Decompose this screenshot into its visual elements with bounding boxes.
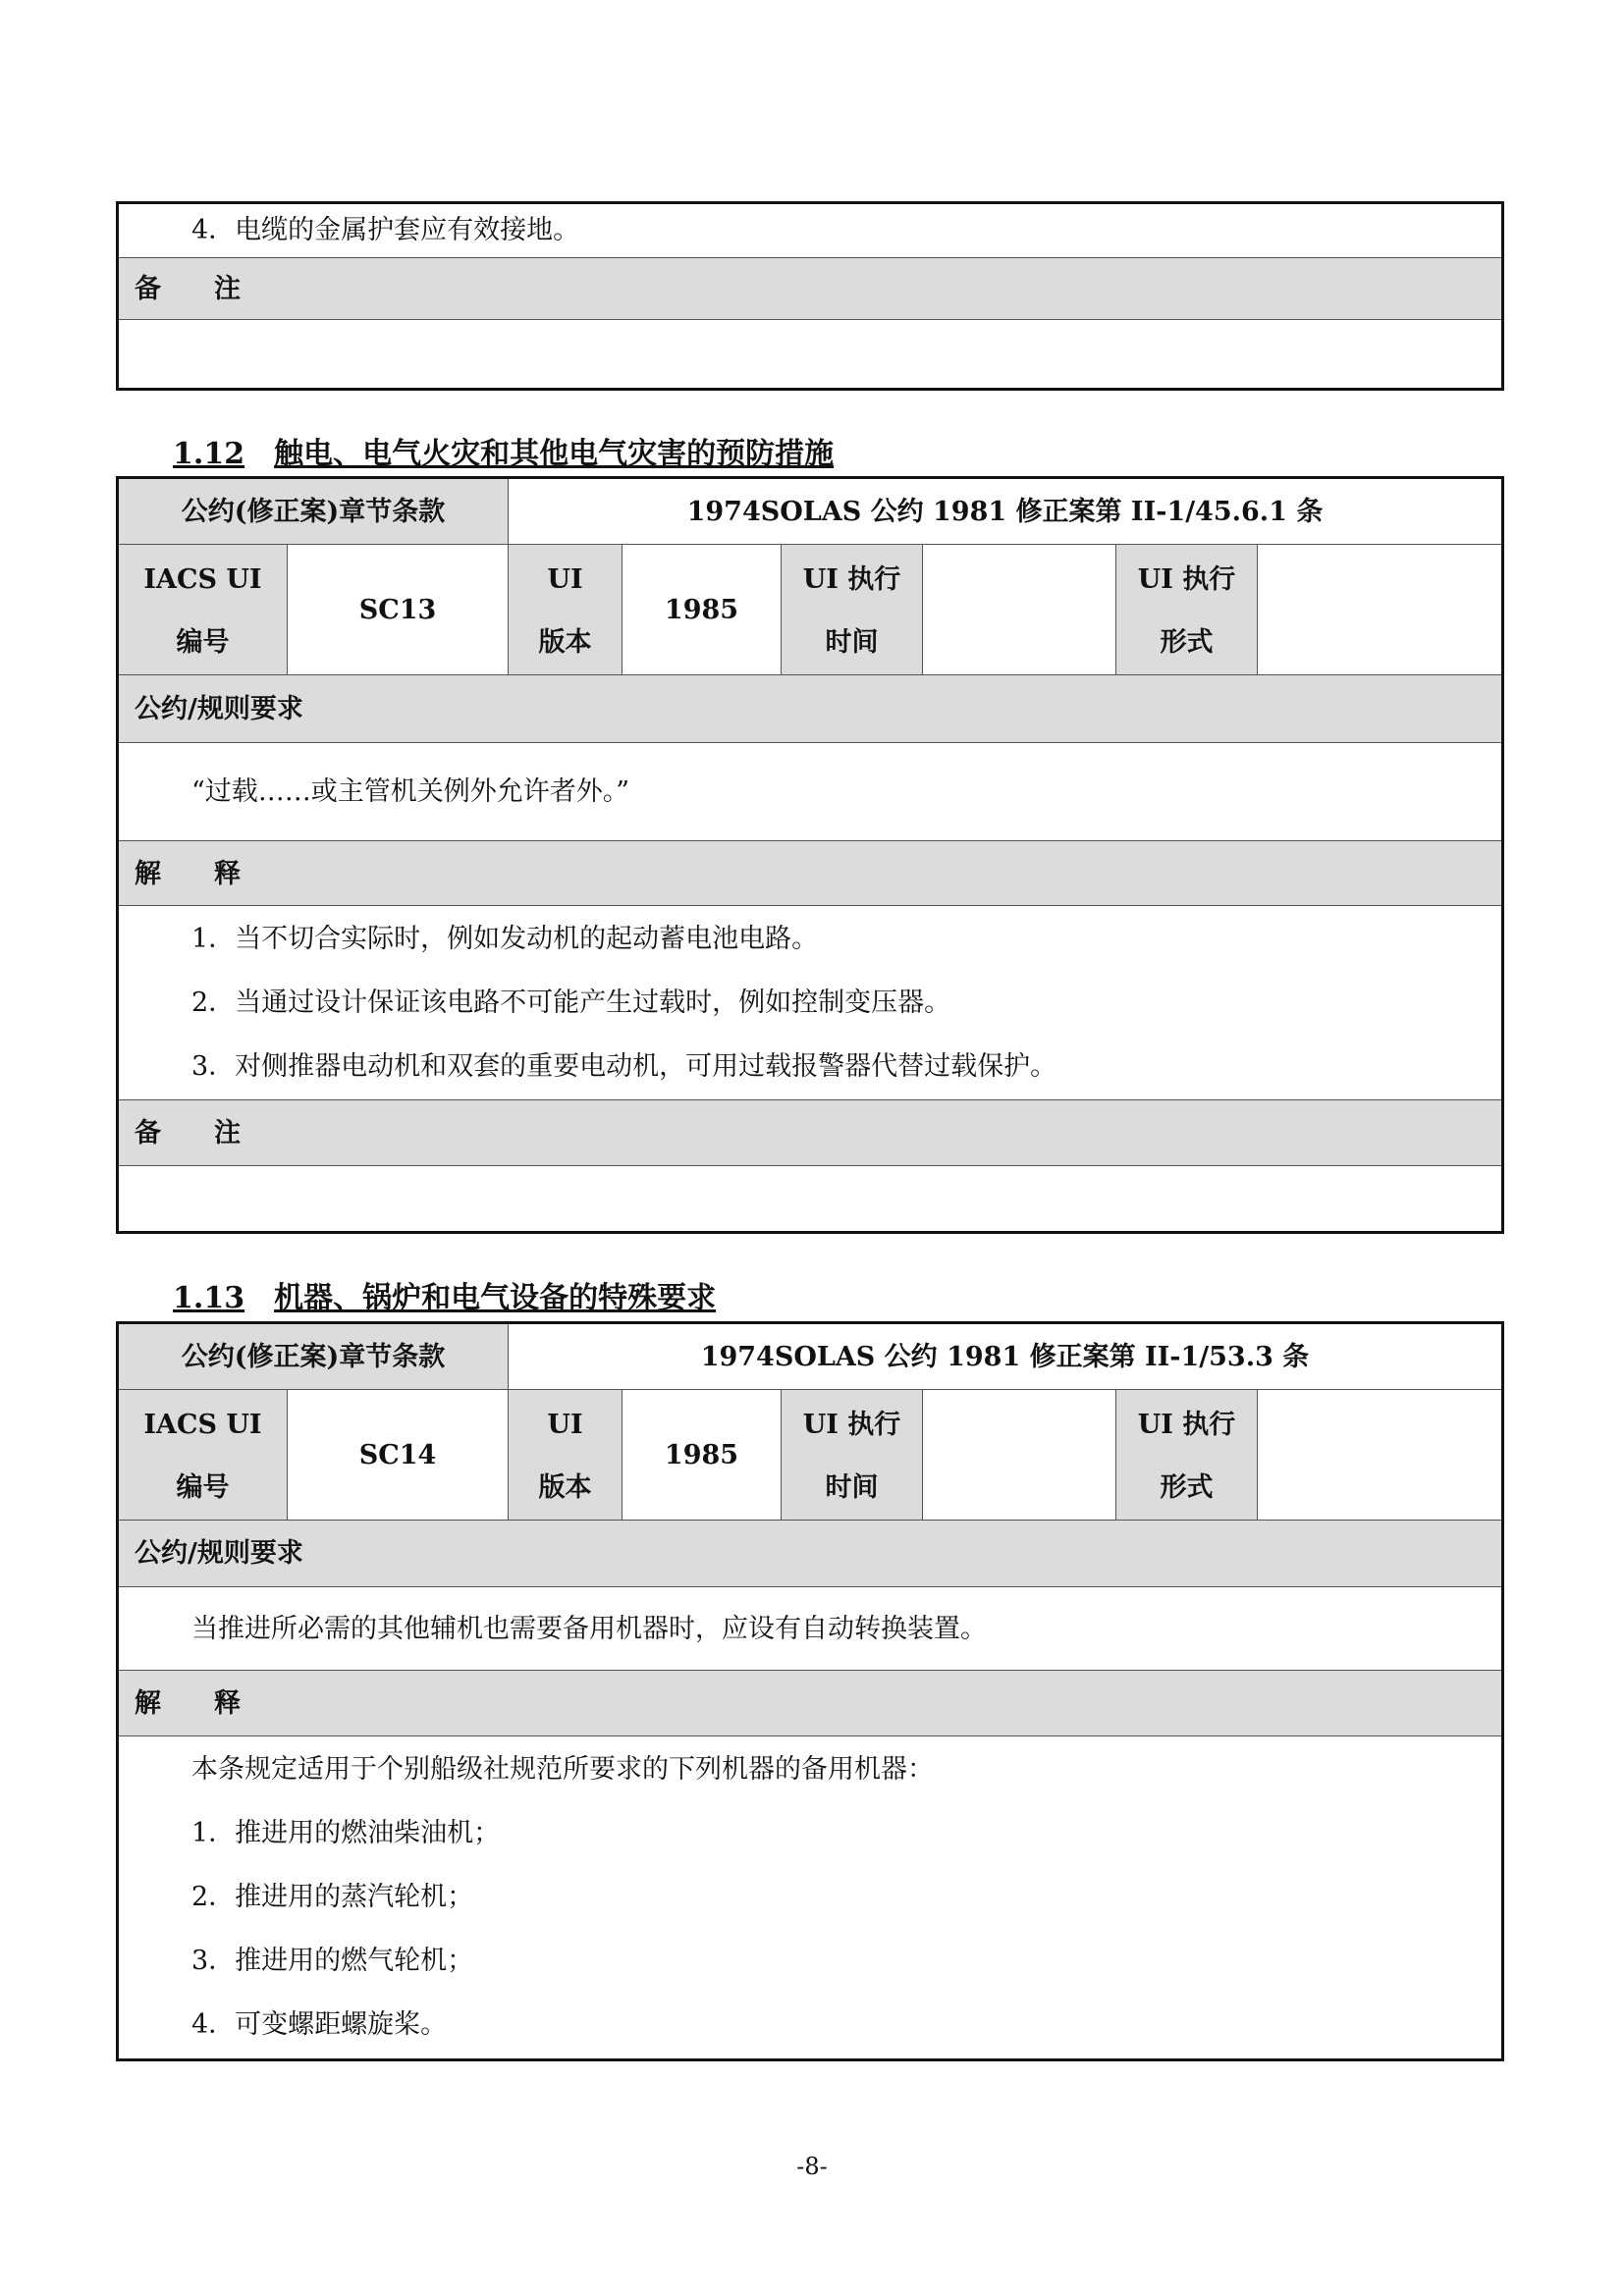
ui-no-label-2: 编号: [176, 1472, 230, 1503]
ui-no-value-cell: [288, 545, 509, 674]
section-number: 1.12: [173, 437, 245, 471]
ui-no-label-1: IACS UI: [143, 564, 262, 595]
clause-value: 1974SOLAS 公约 1981 修正案第 II-1/45.6.1 条: [686, 497, 1324, 527]
carryover-item-4: 4．电缆的金属护套应有效接地。: [191, 215, 580, 245]
ui-no-value: SC13: [358, 595, 437, 625]
clause-label-cell: [119, 1324, 509, 1389]
ui-no-value: SC14: [358, 1440, 437, 1470]
ui-form-label-1: UI 执行: [1137, 564, 1236, 595]
section-title: 机器、锅炉和电气设备的特殊要求: [274, 1281, 717, 1315]
clause-label: 公约(修正案)章节条款: [181, 497, 446, 527]
ui-ver-value: 1985: [664, 1440, 739, 1470]
ui-ver-label-2: 版本: [538, 1472, 592, 1503]
ui-time-label-2: 时间: [825, 627, 879, 658]
ui-no-label-cell: [119, 1390, 288, 1520]
clause-value-cell: [509, 1324, 1501, 1389]
remark-label: 备 注: [135, 1118, 241, 1148]
section-table-1-13: [116, 1321, 1504, 2061]
ui-time-label-cell: [782, 1390, 923, 1520]
ui-info-row: [119, 1390, 1501, 1521]
requirement-label: 公约/规则要求: [135, 694, 303, 724]
clause-label: 公约(修正案)章节条款: [181, 1342, 446, 1372]
ui-form-value-cell: [1258, 1390, 1501, 1520]
section-title: 触电、电气火灾和其他电气灾害的预防措施: [274, 437, 835, 471]
remark-header: [119, 1100, 1501, 1166]
ui-form-label-2: 形式: [1160, 627, 1214, 658]
clause-row: [119, 479, 1501, 545]
carryover-remark-header: [119, 258, 1501, 320]
ui-ver-value-cell: [623, 545, 782, 674]
ui-time-label-1: UI 执行: [802, 564, 901, 595]
ui-form-label-2: 形式: [1160, 1472, 1214, 1503]
carryover-item-row: [119, 204, 1501, 258]
section-table-1-12: [116, 476, 1504, 1234]
section-number: 1.13: [173, 1281, 245, 1315]
remark-body: [119, 1166, 1501, 1231]
interpretation-intro: 本条规定适用于个别船级社规范所要求的下列机器的备用机器：: [191, 1754, 934, 1785]
clause-row: [119, 1324, 1501, 1390]
clause-label-cell: [119, 479, 509, 544]
interpretation-item-4: 4．可变螺距螺旋桨。: [191, 2009, 448, 2040]
carryover-table: [116, 201, 1504, 391]
ui-form-value-cell: [1258, 545, 1501, 674]
requirement-text: “过载……或主管机关例外允许者外。”: [191, 776, 630, 807]
ui-no-label-1: IACS UI: [143, 1410, 262, 1440]
ui-ver-label-2: 版本: [538, 627, 592, 658]
interpretation-label: 解 释: [135, 1688, 241, 1719]
ui-time-label-2: 时间: [825, 1472, 879, 1503]
ui-no-label-2: 编号: [176, 627, 230, 658]
requirement-header: [119, 1521, 1501, 1587]
section-heading-1-12: [173, 437, 835, 471]
interpretation-item-2: 2．当通过设计保证该电路不可能产生过载时，例如控制变压器。: [191, 988, 951, 1018]
requirement-text: 当推进所必需的其他辅机也需要备用机器时，应设有自动转换装置。: [191, 1614, 987, 1644]
ui-ver-label-1: UI: [547, 564, 583, 595]
ui-no-value-cell: [288, 1390, 509, 1520]
ui-time-label-1: UI 执行: [802, 1410, 901, 1440]
requirement-label: 公约/规则要求: [135, 1538, 303, 1569]
ui-ver-label-cell: [509, 1390, 623, 1520]
section-heading-1-13: [173, 1281, 717, 1315]
interpretation-body: [119, 906, 1501, 1100]
remark-label: 备 注: [135, 274, 241, 304]
ui-form-label-cell: [1116, 545, 1258, 674]
interpretation-header: [119, 841, 1501, 906]
carryover-remark-body: [119, 320, 1501, 388]
ui-time-label-cell: [782, 545, 923, 674]
interpretation-item-1: 1．当不切合实际时，例如发动机的起动蓄电池电路。: [191, 924, 819, 954]
ui-no-label-cell: [119, 545, 288, 674]
requirement-body: [119, 1587, 1501, 1671]
ui-ver-label-cell: [509, 545, 623, 674]
ui-ver-label-1: UI: [547, 1410, 583, 1440]
ui-ver-value-cell: [623, 1390, 782, 1520]
requirement-body: [119, 743, 1501, 841]
ui-info-row: [119, 545, 1501, 675]
interpretation-item-2: 2．推进用的蒸汽轮机；: [191, 1882, 474, 1912]
ui-ver-value: 1985: [664, 595, 739, 625]
ui-form-label-1: UI 执行: [1137, 1410, 1236, 1440]
ui-form-label-cell: [1116, 1390, 1258, 1520]
interpretation-item-1: 1．推进用的燃油柴油机；: [191, 1818, 501, 1848]
interpretation-header: [119, 1671, 1501, 1736]
interpretation-body: [119, 1736, 1501, 2058]
interpretation-label: 解 释: [135, 859, 241, 889]
clause-value: 1974SOLAS 公约 1981 修正案第 II-1/53.3 条: [700, 1342, 1310, 1372]
interpretation-item-3: 3．对侧推器电动机和双套的重要电动机，可用过载报警器代替过载保护。: [191, 1051, 1057, 1082]
clause-value-cell: [509, 479, 1501, 544]
page-number: -8-: [796, 2153, 828, 2180]
requirement-header: [119, 675, 1501, 743]
ui-time-value-cell: [923, 545, 1116, 674]
ui-time-value-cell: [923, 1390, 1116, 1520]
interpretation-item-3: 3．推进用的燃气轮机；: [191, 1946, 474, 1976]
